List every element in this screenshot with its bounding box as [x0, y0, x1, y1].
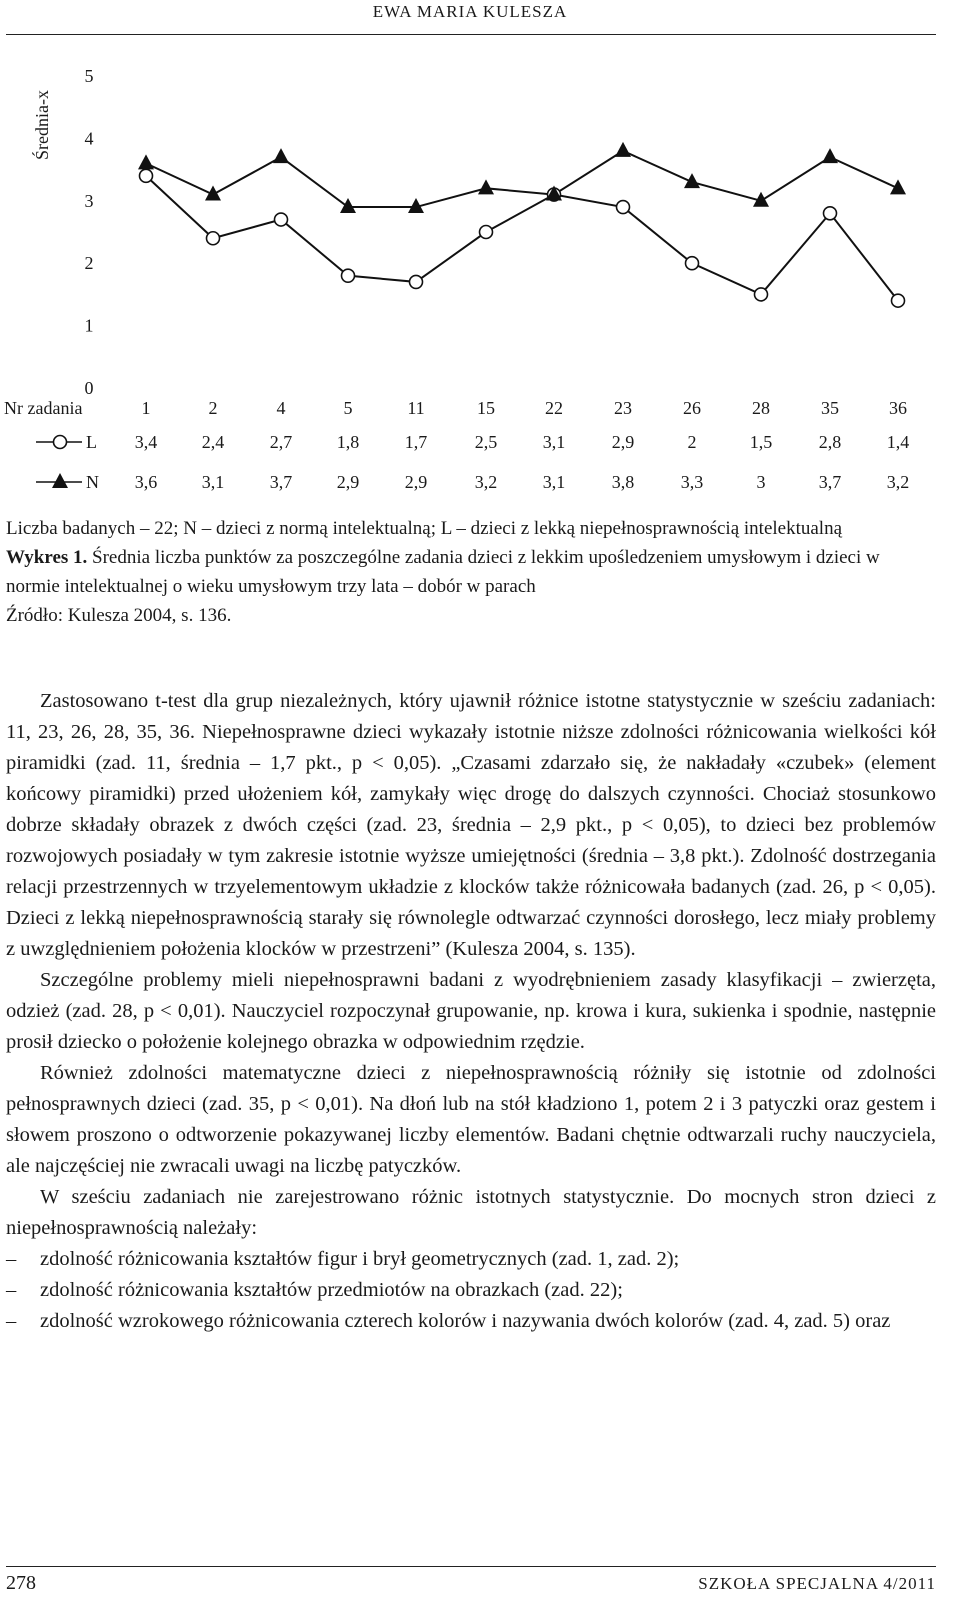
list-dash: – — [6, 1248, 17, 1270]
y-tick-label: 1 — [84, 315, 94, 336]
data-point-L — [617, 201, 630, 214]
x-tick-label: 4 — [276, 398, 286, 418]
footer-rule — [6, 1566, 936, 1567]
series-markers — [138, 142, 906, 307]
figure-caption — [6, 514, 936, 630]
data-table-cell: 3,2 — [886, 472, 910, 492]
data-table-cell: 3,2 — [474, 472, 498, 492]
x-tick-label: 35 — [821, 398, 839, 418]
figure-title-text: Średnia liczba punktów za poszczególne zadania dzieci z lekkim upośledzeniem umysłowym i dzieci w normie intelektualnej o wieku umysłowym trzy lata – dobór w parach — [6, 547, 880, 597]
y-tick-label: 5 — [84, 66, 94, 86]
x-tick-label: 26 — [683, 398, 701, 418]
data-point-L — [207, 232, 220, 245]
paragraph: W sześciu zadaniach nie zarejestrowano różnic istotnych statystycznie. Do mocnych stron dzieci z niepełnosprawnością należały: — [6, 1186, 936, 1239]
list-item: – zdolność wzrokowego różnicowania czterech kolorów i nazywania dwóch kolorów (zad. 4, zad. 5) oraz — [6, 1306, 936, 1337]
data-table-cell: 3,6 — [134, 472, 158, 492]
data-point-L — [140, 169, 153, 182]
figure-title — [6, 543, 936, 601]
data-table-cell: 2,8 — [818, 432, 842, 452]
data-point-L — [824, 207, 837, 220]
data-point-L — [892, 294, 905, 307]
y-tick-label: 4 — [84, 128, 94, 149]
data-point-N — [273, 148, 289, 163]
x-tick-label: 2 — [208, 398, 218, 418]
data-table — [4, 398, 909, 492]
legend-series-name: N — [86, 472, 99, 492]
data-point-L — [686, 257, 699, 270]
data-table-cell: 1,4 — [886, 432, 910, 452]
data-point-N — [340, 198, 356, 213]
x-tick-label: 5 — [343, 398, 353, 418]
data-point-N — [478, 179, 494, 194]
paragraph: Szczególne problemy mieli niepełnosprawni badani z wyodrębnieniem zasady klasyfikacji – zwierzęta, odzież (zad. 28, p < 0,01). Nauczyciel rozpoczynał grupowanie, np. krowa i kura, sukienka i spodnie, następnie prosił dziecko o położenie kolejnego obrazka w odpowiednim rzędzie. — [6, 969, 936, 1053]
figure-label: Wykres 1. — [6, 547, 88, 568]
data-point-L — [275, 213, 288, 226]
data-point-L — [410, 275, 423, 288]
data-table-cell: 3 — [756, 472, 766, 492]
y-tick-label: 2 — [84, 253, 94, 274]
series-line-L — [146, 176, 898, 301]
data-table-cell: 1,5 — [749, 432, 773, 452]
strengths-list — [6, 1244, 936, 1337]
page-number: 278 — [6, 1572, 36, 1594]
data-table-cell: 2,9 — [336, 472, 360, 492]
data-point-L — [755, 288, 768, 301]
legend-series-name: L — [86, 432, 97, 452]
x-axis-label: Nr zadania — [4, 398, 83, 418]
x-tick-label: 1 — [141, 398, 151, 418]
y-tick-labels — [85, 66, 94, 398]
data-table-cell: 2,7 — [269, 432, 293, 452]
caption-note: Liczba badanych – 22; N – dzieci z normą intelektualną; L – dzieci z lekką niepełnosprawnością intelektualną — [6, 518, 843, 539]
figure-source: Źródło: Kulesza 2004, s. 136. — [6, 605, 232, 626]
line-chart — [0, 0, 960, 510]
data-table-cell: 2 — [687, 432, 697, 452]
data-point-N — [615, 142, 631, 157]
list-dash: – — [6, 1279, 17, 1301]
data-table-cell: 2,5 — [474, 432, 498, 452]
y-tick-label: 0 — [84, 378, 94, 398]
series-line-N — [146, 151, 898, 207]
list-item: – zdolność różnicowania kształtów przedmiotów na obrazkach (zad. 22); — [6, 1275, 936, 1306]
legend-marker-L — [54, 436, 67, 449]
data-table-cell: 2,9 — [404, 472, 428, 492]
header-author: EWA MARIA KULESZA — [372, 2, 568, 21]
data-table-cell: 3,8 — [611, 472, 635, 492]
data-table-cell: 3,3 — [680, 472, 704, 492]
data-table-cell: 3,7 — [818, 472, 842, 492]
data-table-cell: 2,4 — [201, 432, 225, 452]
journal-name: SZKOŁA SPECJALNA 4/2011 — [698, 1574, 936, 1593]
data-table-cell: 2,9 — [611, 432, 635, 452]
series-lines — [146, 151, 898, 301]
x-tick-label: 23 — [614, 398, 632, 418]
paragraph: Również zdolności matematyczne dzieci z niepełnosprawnością różniły się istotnie od zdolności pełnosprawnych dzieci (zad. 35, p < 0,01). Na dłoń lub na stół kładziono 1, potem 2 i 3 patyczki oraz gestem i słowem proszono o odtworzenie pokazywanej liczby elementów. Badani chętnie odtwarzali ruchy nauczyciela, ale najczęściej nie zwracali uwagi na liczbę patyczków. — [6, 1062, 936, 1177]
x-tick-label: 28 — [752, 398, 770, 418]
data-table-cell: 1,8 — [336, 432, 360, 452]
legend-marker-N — [52, 473, 68, 488]
data-point-N — [822, 148, 838, 163]
data-point-N — [138, 154, 154, 169]
data-table-cell: 3,1 — [201, 472, 225, 492]
data-table-cell: 3,7 — [269, 472, 293, 492]
list-dash: – — [6, 1310, 17, 1332]
x-tick-label: 22 — [545, 398, 563, 418]
paragraph: Zastosowano t-test dla grup niezależnych, który ujawnił różnice istotne statystycznie w sześciu zadaniach: 11, 23, 26, 28, 35, 36. Niepełnosprawne dzieci wykazały istotnie niższe zdolności różnicowania wielkości kół piramidki (zad. 11, średnia – 1,7 pkt., p < 0,05). „Czasami zdarzało się, że nakładały «czubek» (element końcowy piramidki) przed ułożeniem kół, zamykały więc drogę do dalszych czynności. Chociaż stosunkowo dobrze składały obrazek z dwóch części (zad. 23, średnia – 2,9 pkt., p < 0,05), to dzieci bez problemów rozwojowych posiadały w tym zakresie istotnie wyższe umiejętności (średnia – 3,8 pkt.). Zdolność dostrzegania relacji przestrzennych w trzyelementowym układzie z klocków także różnicowała badanych (zad. 26, p < 0,05). Dzieci z lekką niepełnosprawnością starały się równolegle odtwarzać czynności dorosłego, lecz miały problemy z uwzględnieniem położenia klocków w przestrzeni” (Kulesza 2004, s. 135). — [6, 690, 936, 960]
data-point-N — [205, 186, 221, 201]
x-tick-label: 15 — [477, 398, 495, 418]
y-axis-label: Średnia-x — [32, 90, 52, 160]
data-point-L — [342, 269, 355, 282]
data-table-cell: 3,1 — [542, 472, 566, 492]
body-text — [6, 686, 936, 1337]
data-table-cell: 3,1 — [542, 432, 566, 452]
data-table-cell: 1,7 — [404, 432, 428, 452]
data-table-cell: 3,4 — [134, 432, 158, 452]
x-tick-label: 11 — [407, 398, 425, 418]
page-footer — [0, 1566, 960, 1603]
y-tick-label: 3 — [84, 190, 94, 211]
x-tick-label: 36 — [889, 398, 907, 418]
data-point-L — [480, 226, 493, 239]
list-item: – zdolność różnicowania kształtów figur i brył geometrycznych (zad. 1, zad. 2); — [6, 1244, 936, 1275]
